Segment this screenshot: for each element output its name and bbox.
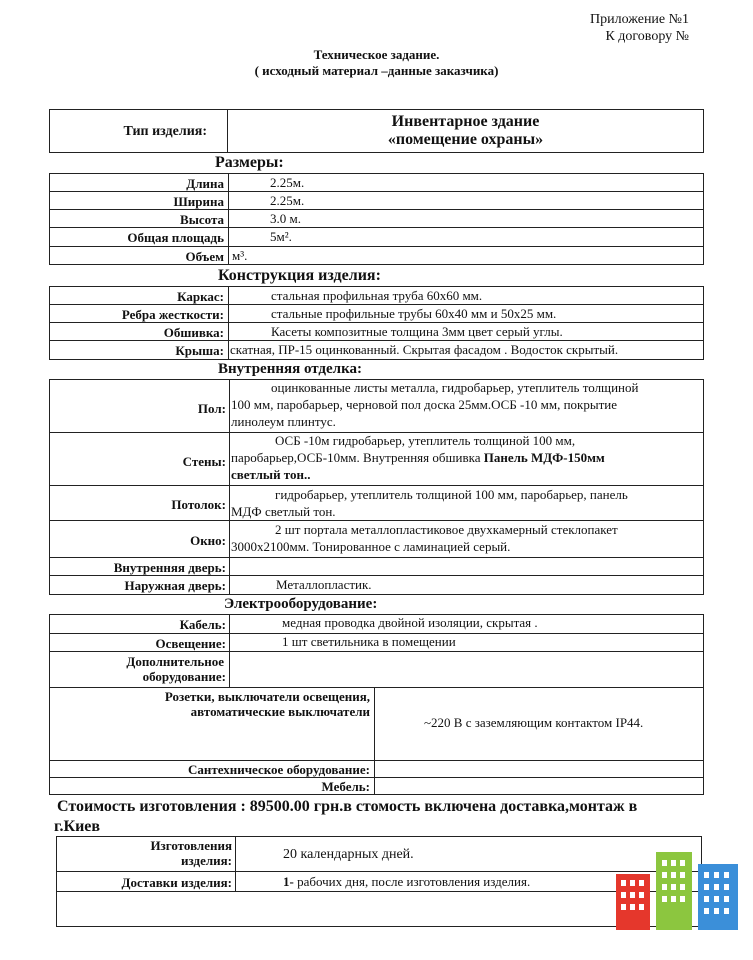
ribs-label: Ребра жесткости: [121, 307, 224, 322]
window-label: Окно: [190, 533, 226, 548]
cost-line-2: г.Киев [54, 818, 101, 835]
section-dimensions: Размеры: [215, 154, 284, 171]
watermark-logo [614, 852, 740, 930]
frame-label: Каркас: [177, 289, 224, 304]
delivery-term-value [283, 874, 530, 889]
plumbing-label: Сантехническое оборудование: [187, 762, 370, 777]
floor-label: Пол: [197, 401, 226, 416]
contract-reference: К договору № [605, 29, 689, 44]
window-line-1: 2 шт портала металлопластиковое двухкамерный стеклопакет [275, 522, 618, 537]
width-label: Ширина [173, 194, 224, 209]
delivery-term-text: рабочих дня, после изготовления изделия. [293, 874, 531, 889]
frame-value: стальная профильная труба 60х60 мм. [271, 288, 483, 303]
roof-value: скатная, ПР-15 оцинкованный. Скрытая фасадом . Водосток скрытый. [230, 342, 619, 357]
extra-equipment-label-line-2: оборудование: [142, 669, 226, 684]
sockets-label-line-1: Розетки, выключатели освещения, [164, 689, 370, 704]
sockets-value: ~220 В с заземляющим контактом IP44. [424, 715, 644, 730]
ceiling-label: Потолок: [171, 497, 226, 512]
walls-line-3: светлый тон.. [231, 467, 311, 482]
walls-panel-spec: Панель МДФ-150мм [483, 450, 605, 465]
section-construction: Конструкция изделия: [218, 267, 381, 284]
volume-label: Объем [185, 249, 224, 264]
height-value: 3.0 м. [270, 211, 301, 226]
area-label: Общая площадь [127, 230, 224, 245]
length-value: 2.25м. [270, 175, 305, 190]
product-name: Инвентарное здание [391, 113, 540, 130]
length-label: Длина [186, 176, 224, 191]
floor-line-1: оцинкованные листы металла, гидробарьер, утеплитель толщиной [271, 380, 639, 395]
floor-line-3: линолеум плинтус. [231, 414, 336, 429]
product-type-value [228, 113, 703, 149]
cable-value: медная проводка двойной изоляции, скрытая . [282, 615, 538, 630]
extra-equipment-label [52, 654, 226, 684]
walls-line-2-text: паробарьер,ОСБ-10мм. Внутренняя обшивка [231, 450, 484, 465]
subtitle: ( исходный материал –данные заказчика) [254, 63, 499, 78]
walls-line-2 [231, 450, 605, 465]
inner-door-label: Внутренняя дверь: [113, 560, 226, 575]
section-interior: Внутренняя отделка: [218, 361, 363, 377]
area-value: 5м². [270, 229, 292, 244]
floor-line-2: 100 мм, паробарьер, черновой пол доска 25мм.ОСБ -10 мм, покрытие [231, 397, 617, 412]
sockets-label [52, 689, 370, 719]
ceiling-line-1: гидробарьер, утеплитель толщиной 100 мм, паробарьер, панель [275, 487, 628, 502]
cladding-label: Обшивка: [163, 325, 224, 340]
production-term-value: 20 календарных дней. [283, 847, 414, 862]
title: Техническое задание. [313, 47, 440, 62]
furniture-label: Мебель: [321, 779, 370, 794]
ribs-value: стальные профильные трубы 60х40 мм и 50х25 мм. [271, 306, 557, 321]
walls-label: Стены: [182, 454, 226, 469]
cost-statement [54, 797, 747, 837]
window-line-2: 3000х2100мм. Тонированное с ламинацией серый. [231, 539, 511, 554]
production-term-label [60, 838, 232, 868]
lighting-value: 1 шт светильника в помещении [282, 634, 456, 649]
width-value: 2.25м. [270, 193, 305, 208]
cladding-value: Касеты композитные толщина 3мм цвет серый углы. [271, 324, 563, 339]
sockets-label-line-2: автоматические выключатели [190, 704, 370, 719]
cable-label: Кабель: [179, 617, 226, 632]
delivery-term-label: Доставки изделия: [121, 875, 232, 890]
delivery-days: 1- [283, 874, 294, 889]
volume-value: м³. [232, 248, 248, 263]
buildings-logo-icon [614, 852, 740, 930]
product-type-label: Тип изделия: [123, 124, 207, 139]
roof-label: Крыша: [175, 343, 224, 358]
height-label: Высота [180, 212, 224, 227]
lighting-label: Освещение: [155, 636, 226, 651]
ceiling-line-2: МДФ светлый тон. [231, 504, 336, 519]
product-purpose: «помещение охраны» [387, 131, 544, 148]
outer-door-value: Металлопластик. [276, 577, 372, 592]
production-term-label-line-2: изделия: [181, 853, 232, 868]
outer-door-label: Наружная дверь: [124, 578, 226, 593]
appendix-note [590, 11, 689, 45]
production-term-label-line-1: Изготовления [150, 838, 232, 853]
cost-line-1: Стоимость изготовления : 89500.00 грн.в стомость включена доставка,монтаж в [57, 798, 638, 815]
document-title [0, 47, 753, 79]
extra-equipment-label-line-1: Дополнительное [126, 654, 224, 669]
walls-line-1: ОСБ -10м гидробарьер, утеплитель толщиной 100 мм, [275, 433, 576, 448]
appendix-number: Приложение №1 [590, 12, 689, 27]
section-electrical: Электрооборудование: [224, 596, 378, 612]
